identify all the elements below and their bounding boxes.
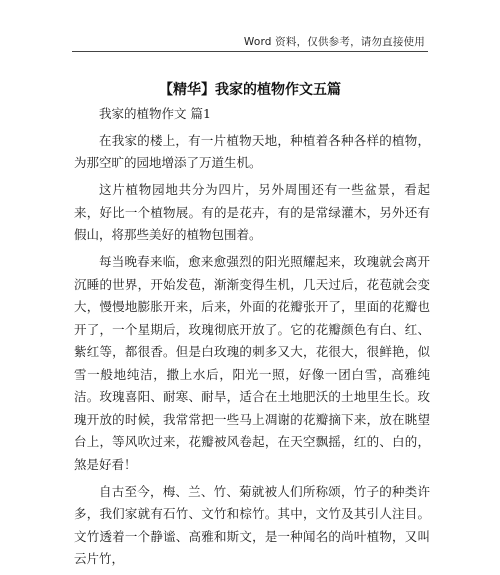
paragraph: 在我家的楼上，有一片植物天地，种植着各种各样的植物，为那空旷的园地增添了万道生机。 bbox=[74, 132, 430, 170]
paragraph: 每当晚春来临，愈来愈强烈的阳光照耀起来，玫瑰就会离开沉睡的世界，开始发苞，渐渐变得生机，几天过后，花苞就会变大，慢慢地膨胀开来，后来，外面的花瓣张开了，里面的花瓣也开了，一个星期后，玫瑰彻底开放了。它的花瓣颜色有白、红、紫红等，都很香。但是白玫瑰的刺多又大，花很大，很鲜艳，似雪一般地纯洁，撒上水后，阳光一照，好像一团白雪，高雅纯洁。玫瑰喜阳、耐寒、耐旱，适合在土地肥沃的土地里生长。玫瑰开放的时候，我常常把一些马上凋谢的花瓣摘下来，放在眺望台上，等风吹过来，花瓣被风卷起，在天空飘摇，红的、白的，煞是好看！ bbox=[74, 254, 430, 472]
paragraph: 自古至今，梅、兰、竹、菊就被人们所称颂，竹子的种类许多，我们家就有石竹、文竹和棕竹。其中，文竹及其引人注目。文竹透着一个静谧、高雅和斯文，是一种闻名的尚叶植物，又叫云片竹， bbox=[74, 483, 430, 566]
document-body bbox=[74, 103, 430, 575]
header-disclaimer: Word 资料，仅供参考，请勿直接使用 bbox=[243, 36, 425, 48]
header-divider bbox=[72, 51, 428, 52]
paragraph: 这片植物园地共分为四片，另外周围还有一些盆景，看起来，好比一个植物展。有的是花卉，有的是常绿灌木，另外还有假山，将那些美好的植物包围着。 bbox=[74, 182, 430, 242]
document-title: 【精华】我家的植物作文五篇 bbox=[159, 82, 341, 98]
essay-subtitle: 我家的植物作文 篇1 bbox=[99, 106, 211, 121]
